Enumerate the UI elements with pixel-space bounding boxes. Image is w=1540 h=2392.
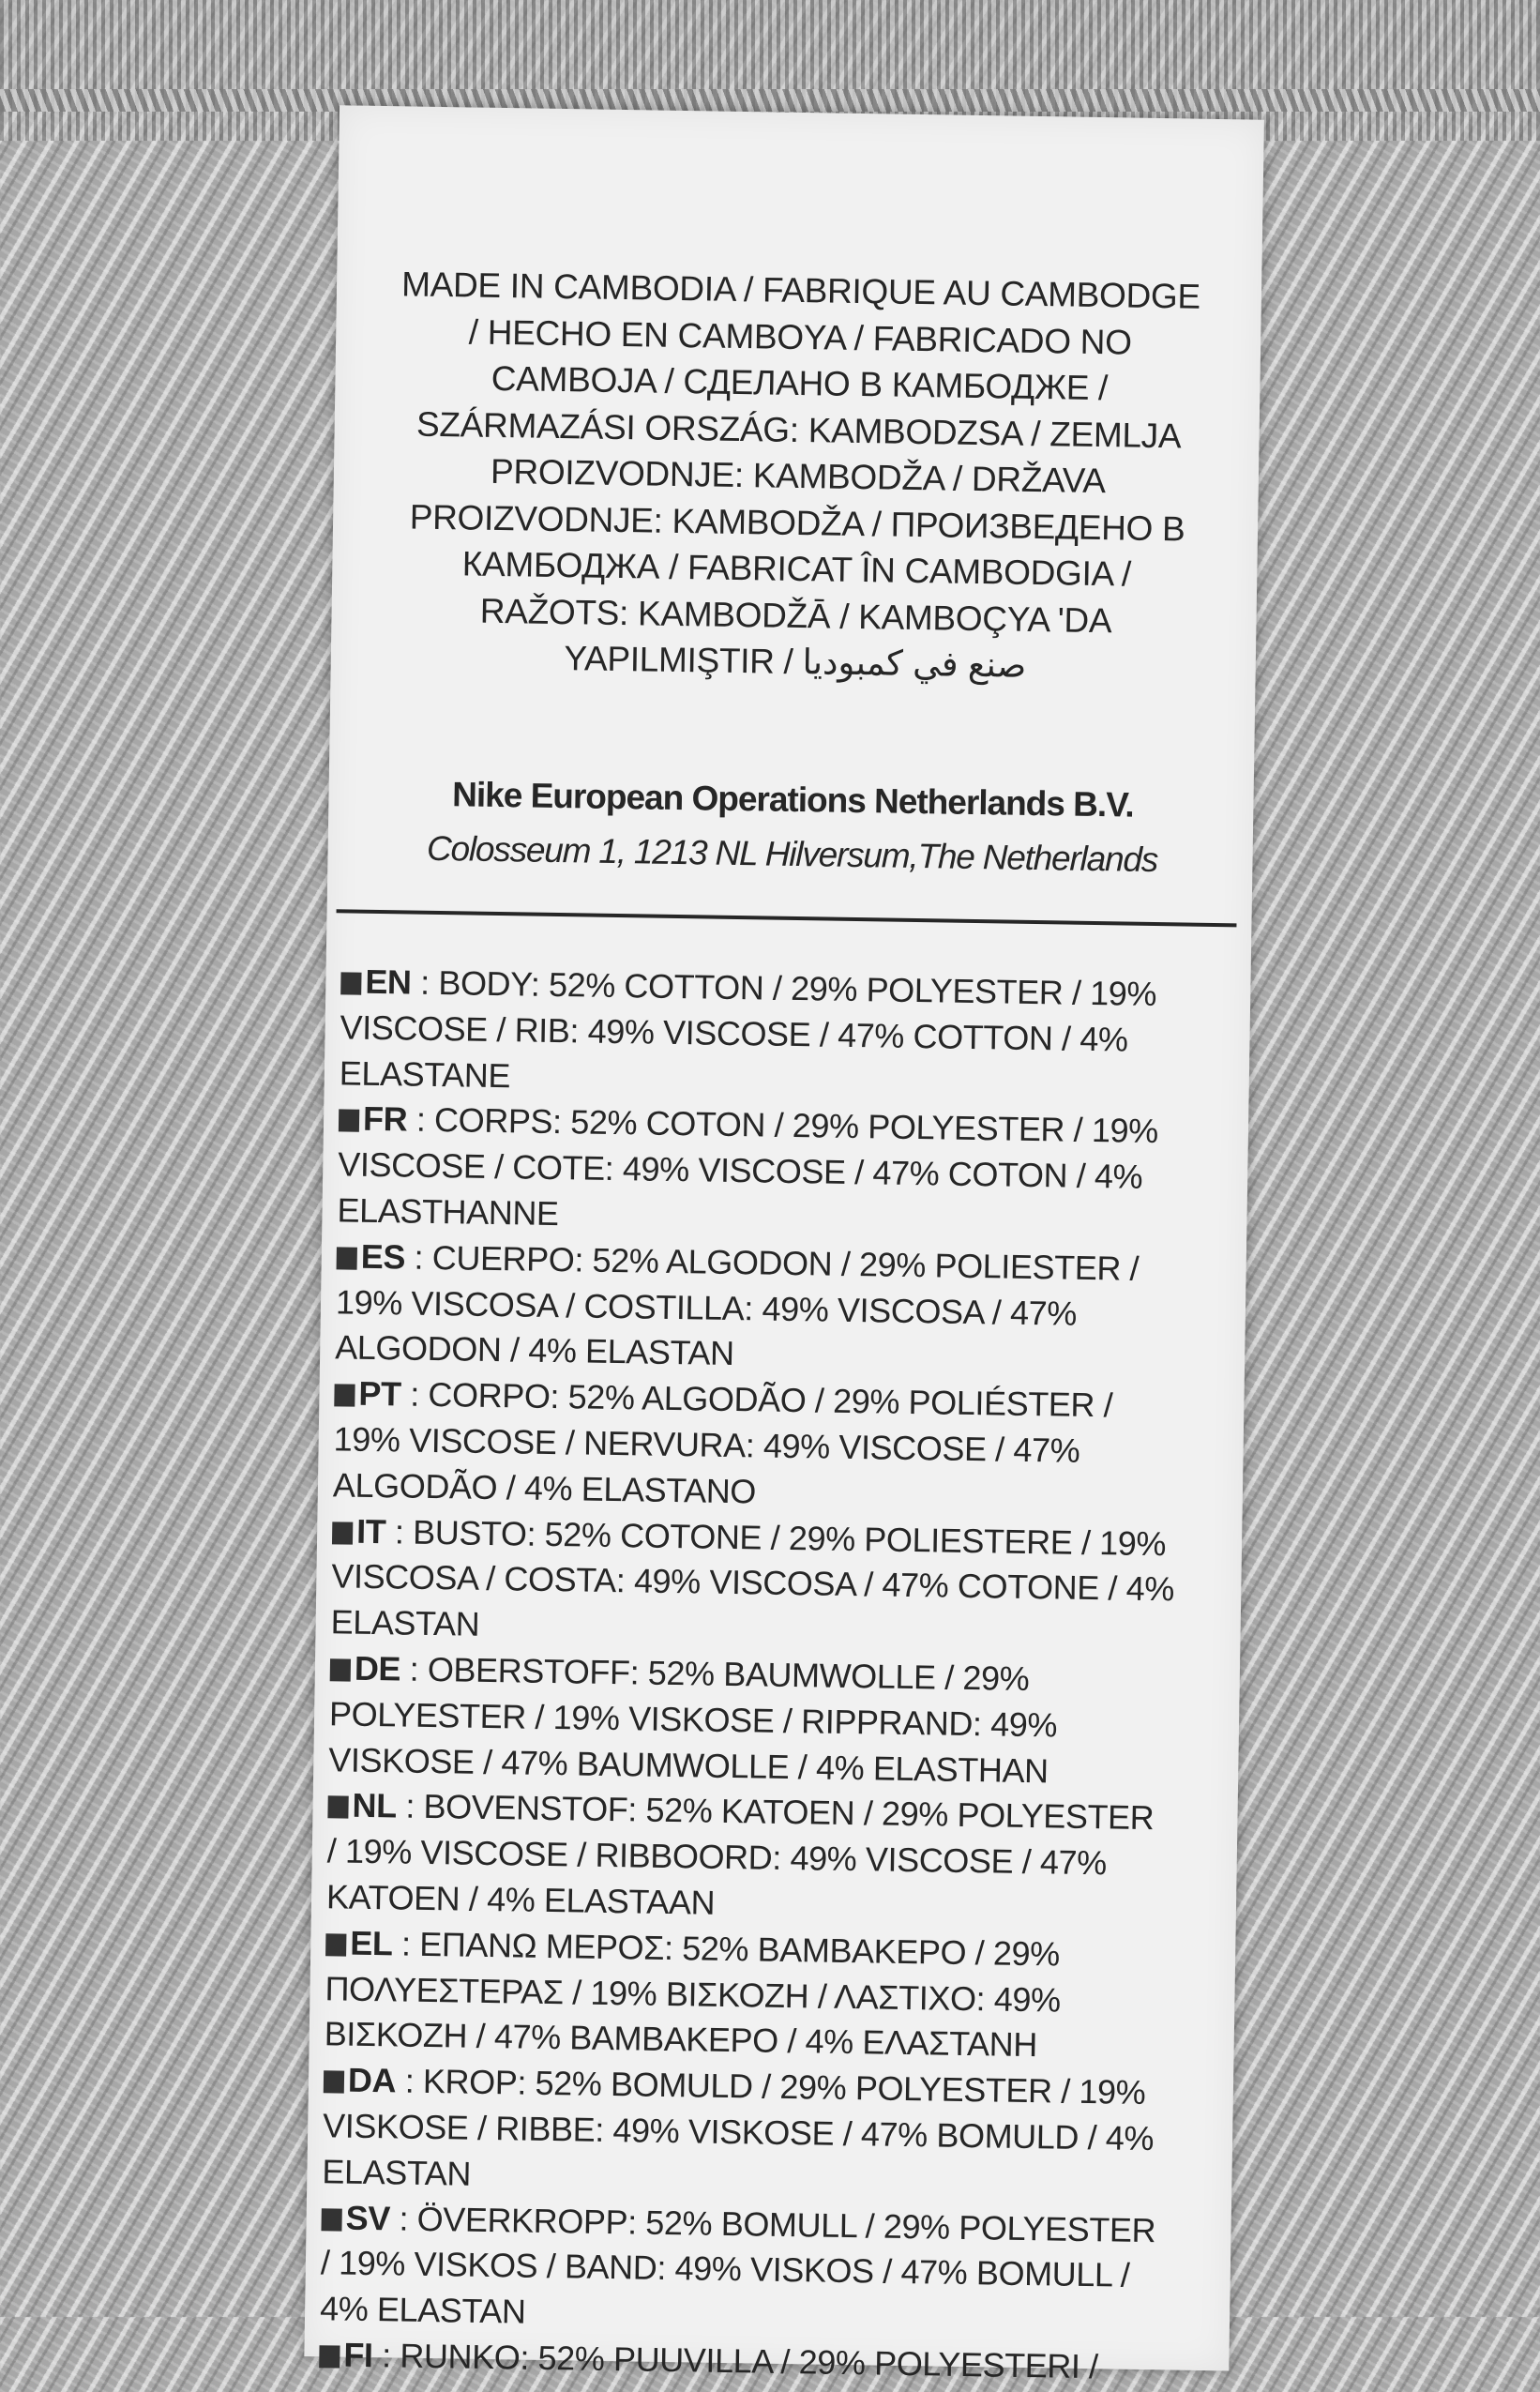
language-flag-icon	[330, 1658, 351, 1681]
composition-block-el	[324, 1920, 1216, 2071]
composition-text: VISCOSE / RIB: 49% VISCOSE / 47% COTTON / 4%	[340, 1007, 1128, 1059]
origin-line: CAMBOJA / СДЕЛАНО В КАМБОДЖЕ /	[491, 358, 1109, 408]
composition-text: : CORPO: 52% ALGODÃO / 29% POLIÉSTER /	[400, 1374, 1113, 1425]
language-code: FI	[343, 2335, 373, 2375]
composition-text: : CORPS: 52% COTON / 29% POLYESTER / 19%	[406, 1099, 1159, 1151]
origin-line: YAPILMIŞTIR / صنع في كمبوديا	[564, 639, 1027, 685]
composition-text: VISCOSE / COTE: 49% VISCOSE / 47% COTON / 4%	[338, 1144, 1143, 1197]
language-code: DE	[354, 1648, 401, 1688]
composition-text: 19% VISCOSA / COSTILLA: 49% VISCOSA / 47%	[335, 1281, 1078, 1333]
composition-text: : KROP: 52% BOMULD / 29% POLYESTER / 19%	[395, 2061, 1146, 2112]
care-label	[304, 105, 1264, 2386]
composition-text: : BODY: 52% COTTON / 29% POLYESTER / 19%	[411, 962, 1157, 1014]
origin-line: SZÁRMAZÁSI ORSZÁG: KAMBODZSA / ZEMLJA	[415, 404, 1182, 455]
language-flag-icon	[339, 1110, 359, 1132]
composition-text: ELASTAN	[322, 2151, 472, 2193]
composition-text: KATOEN / 4% ELASTAAN	[325, 1877, 716, 1922]
composition-text: ALGODON / 4% ELASTAN	[334, 1327, 735, 1373]
company-address: Colosseum 1, 1213 NL Hilversum,The Netherlands	[426, 828, 1158, 880]
composition-block-fr	[337, 1097, 1230, 1248]
composition-text: : ÖVERKROPP: 52% BOMULL / 29% POLYESTER	[389, 2198, 1156, 2249]
language-code: FR	[362, 1099, 408, 1139]
composition-text: VISCOSA / COSTA: 49% VISCOSA / 47% COTONE / 4%	[331, 1556, 1175, 1609]
origin-line: / HECHO EN CAMBOYA / FABRICADO NO	[468, 311, 1132, 362]
company-name: Nike European Operations Netherlands B.V.	[451, 775, 1135, 825]
composition-block-nl	[326, 1783, 1219, 1934]
composition-text: ELASTANE	[339, 1052, 511, 1095]
language-flag-icon	[334, 1385, 355, 1407]
language-flag-icon	[337, 1247, 357, 1269]
composition-block-da	[322, 2057, 1215, 2208]
composition-text: VISKOSE / 47% BAUMWOLLE / 4% ELASTHAN	[328, 1739, 1049, 1790]
language-code: NL	[352, 1786, 398, 1825]
language-flag-icon	[340, 972, 361, 994]
language-flag-icon	[325, 1933, 346, 1956]
language-code: ES	[360, 1236, 406, 1277]
composition-text: : ΕΠΑΝΩ ΜΕΡΟΣ: 52% ΒΑΜΒΑΚΕΡΟ / 29%	[392, 1924, 1061, 1974]
composition-text: VISKOSE / RIBBE: 49% VISKOSE / 47% BOMULD / 4%	[322, 2106, 1155, 2158]
composition-text: POLYESTER / 19% VISKOSE / RIPPRAND: 49%	[328, 1694, 1058, 1745]
language-flag-icon	[321, 2208, 341, 2231]
language-code: DA	[347, 2060, 397, 2100]
language-flag-icon	[319, 2345, 340, 2368]
composition-text: 4% ELASTAN	[319, 2289, 526, 2331]
language-flag-icon	[332, 1521, 353, 1544]
country-of-origin-block	[358, 261, 1237, 692]
composition-text: / 19% VISKOS / BAND: 49% VISKOS / 47% BOMULL /	[320, 2243, 1130, 2295]
language-code: EL	[349, 1923, 393, 1963]
composition-block-es	[335, 1234, 1228, 1385]
composition-text: : CUERPO: 52% ALGODON / 29% POLIESTER /	[404, 1237, 1140, 1288]
composition-block-en	[339, 959, 1231, 1110]
composition-text: : BOVENSTOF: 52% KATOEN / 29% POLYESTER	[396, 1786, 1155, 1838]
composition-text: : OBERSTOFF: 52% BAUMWOLLE / 29%	[400, 1649, 1030, 1698]
composition-text: ELASTHANNE	[337, 1190, 559, 1234]
language-code: SV	[345, 2198, 391, 2237]
composition-block-it	[330, 1508, 1223, 1659]
divider-line	[337, 909, 1237, 927]
composition-text: ΒΙΣΚΟΖΗ / 47% ΒΑΜΒΑΚΕΡΟ / 4% ΕΛΑΣΤΑΝΗ	[324, 2014, 1038, 2065]
composition-text: : RUNKO: 52% PUUVILLA / 29% POLYESTERI /	[372, 2336, 1099, 2386]
language-code: IT	[355, 1511, 386, 1551]
composition-text: : BUSTO: 52% COTONE / 29% POLIESTERE / 19%	[385, 1511, 1167, 1563]
fiber-composition-list	[319, 959, 1232, 2391]
origin-line: PROIZVODNJE: KAMBODŽA / DRŽAVA	[490, 451, 1107, 501]
composition-text: ELASTAN	[330, 1602, 480, 1643]
origin-line: КАМБОДЖА / FABRICAT ÎN CAMBODGIA /	[461, 544, 1132, 594]
seam-stitching	[0, 89, 1540, 112]
composition-text: ALGODÃO / 4% ELASTANO	[332, 1465, 757, 1511]
composition-block-sv	[320, 2195, 1213, 2346]
origin-line: RAŽOTS: KAMBODŽĀ / KAMBOÇYA 'DA	[479, 591, 1112, 640]
language-flag-icon	[327, 1796, 348, 1819]
origin-line: MADE IN CAMBODIA / FABRIQUE AU CAMBODGE	[400, 265, 1201, 316]
composition-text: 19% VISCOSE / NERVURA: 49% VISCOSE / 47%	[333, 1419, 1080, 1470]
language-code: EN	[365, 961, 412, 1002]
composition-text: / 19% VISCOSE / RIBBOORD: 49% VISCOSE / 47%	[326, 1831, 1108, 1883]
language-code: PT	[358, 1373, 402, 1414]
care-label-content	[304, 105, 1264, 2386]
composition-block-de	[328, 1645, 1221, 1796]
composition-block-pt	[333, 1371, 1226, 1522]
origin-line: PROIZVODNJE: KAMBODŽA / ПРОИЗВЕДЕНО В	[409, 496, 1185, 548]
language-flag-icon	[324, 2070, 344, 2093]
composition-text: ΠΟΛΥΕΣΤΕΡΑΣ / 19% ΒΙΣΚΟΖΗ / ΛΑΣΤΙΧΟ: 49%	[325, 1968, 1061, 2020]
